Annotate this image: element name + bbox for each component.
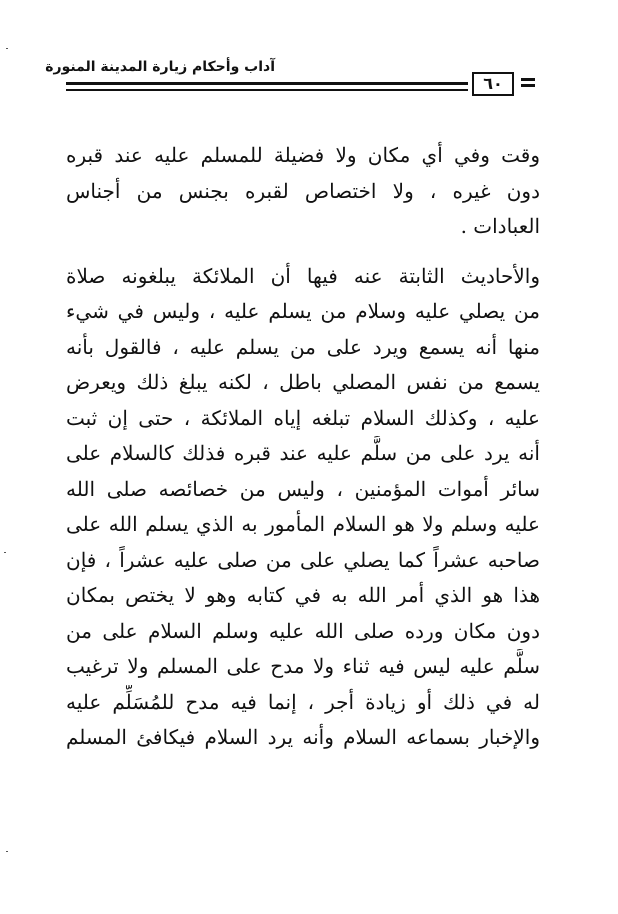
text-line: من يصلي عليه وسلام من يسلم عليه ، وليس في شيء bbox=[66, 299, 540, 323]
header-rule-thick bbox=[66, 82, 468, 85]
text-line: وقت وفي أي مكان ولا فضيلة للمسلم عليه عند قبره bbox=[66, 143, 540, 167]
scan-speck bbox=[4, 552, 6, 553]
page-number: ٦٠ bbox=[472, 72, 514, 96]
text-line: والإخبار بسماعه السلام وأنه يرد السلام فيكافئ المسلم bbox=[66, 725, 540, 749]
text-line: والأحاديث الثابتة عنه فيها أن الملائكة يبلغونه صلاة bbox=[66, 263, 540, 288]
running-title: آداب وأحكام زيارة المدينة المنورة bbox=[45, 59, 275, 75]
paragraph-1 bbox=[66, 138, 540, 245]
text-line: له في ذلك أو زيادة أجر ، إنما فيه مدح للمُسَلِّم عليه bbox=[66, 689, 540, 714]
paragraph-gap bbox=[66, 245, 540, 259]
scan-speck bbox=[6, 48, 8, 49]
page-marker-icon bbox=[521, 78, 537, 90]
text-line: دون غيره ، ولا اختصاص لقبره بجنس من أجناس bbox=[66, 178, 540, 203]
text-line: سائر أموات المؤمنين ، وليس من خصائصه صلى الله bbox=[66, 476, 540, 501]
text-line: العبادات . bbox=[460, 214, 540, 238]
scan-speck bbox=[6, 851, 8, 852]
text-line: يسمع من نفس المصلي باطل ، لكنه يبلغ ذلك ويعرض bbox=[66, 370, 540, 394]
text-line: عليه ، وكذلك السلام تبلغه إياه الملائكة ، حتى إن ثبت bbox=[66, 405, 540, 430]
body-text bbox=[66, 138, 540, 756]
paragraph-2 bbox=[66, 259, 540, 756]
text-line: دون مكان ورده صلى الله عليه وسلم السلام على من bbox=[66, 618, 540, 643]
text-line: عليه وسلم ولا هو السلام المأمور به الذي يسلم الله على bbox=[66, 512, 540, 536]
text-line: أنه يرد على من سلَّم عليه عند قبره فذلك كالسلام على bbox=[66, 441, 540, 465]
text-line: هذا هو الذي أمر الله به في كتابه وهو لا يختص بمكان bbox=[66, 583, 540, 607]
text-line: صاحبه عشراً كما يصلي على من صلى عليه عشراً ، فإن bbox=[66, 547, 540, 572]
text-line: سلَّم عليه ليس فيه ثناء ولا مدح على المسلم ولا ترغيب bbox=[66, 654, 540, 678]
header-rule-thin bbox=[66, 89, 468, 91]
text-line: منها أنه يسمع ويرد على من يسلم عليه ، فالقول بأنه bbox=[66, 334, 540, 359]
